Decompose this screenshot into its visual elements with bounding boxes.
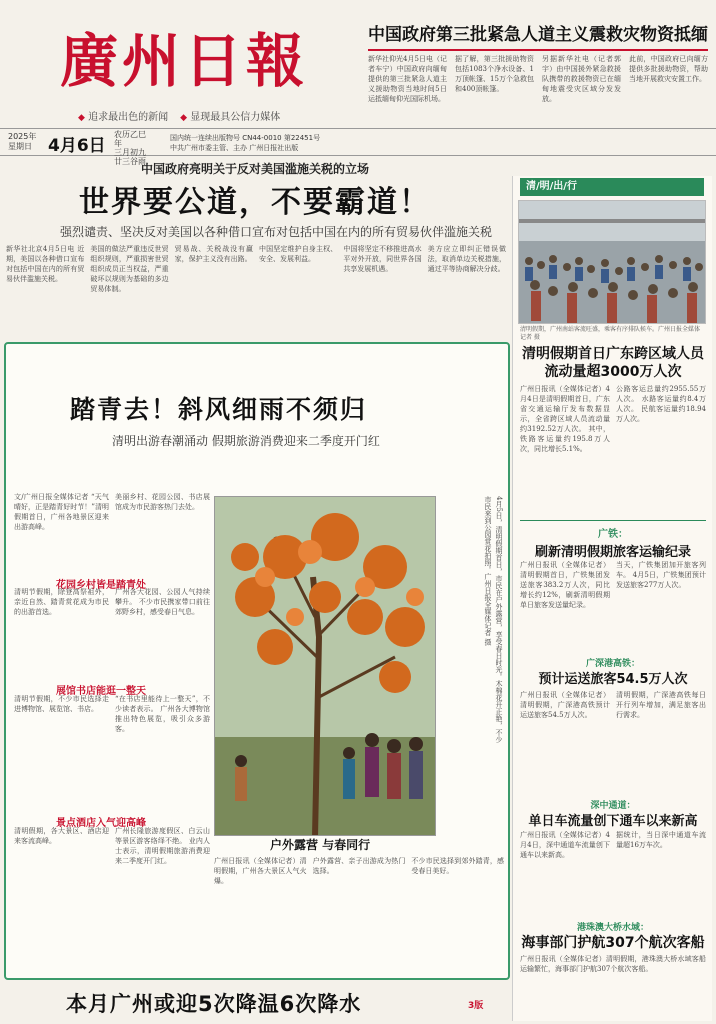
feature-para <box>115 587 210 673</box>
sidebar-headline-4[interactable]: 单日车流量创下通车以来新高 <box>528 814 698 829</box>
lead-para: 中国将坚定不移推进高水平对外开放，同世界各国共享发展机遇。 <box>343 245 422 273</box>
feature-para: 清明假期，各大景区、酒店迎来客流高峰。 <box>14 827 109 845</box>
date-weekday: 星期日 <box>8 142 32 151</box>
feature-para: 清明节假期，除登高祭祖外，亲近自然、踏青赏花成为市民的出游首选。 <box>14 588 109 616</box>
para-text: 水路客运量约8.4万人次。 <box>616 395 706 413</box>
lead-subtitle: 强烈谴责、坚决反对美国以各种借口宣布对包括中国在内的所有贸易伙伴滥施关税 <box>60 225 493 239</box>
sidebar-para <box>616 384 706 506</box>
sidebar-section-label: 广铁： <box>598 529 628 540</box>
feature-section-3: 景点酒店入气迎高峰 <box>56 818 146 829</box>
masthead-slogan <box>78 108 280 123</box>
para-text: “在书店里能待上一整天”，不少读者表示。 <box>115 695 210 713</box>
lead-para: 中国坚定维护自身主权、安全、发展利益。 <box>258 245 338 263</box>
para-text: 广州日报讯（全媒体记者）清明假期首日，广铁集团发送旅客383.2万人次，同比增长约12%，刷新清明假期单日旅客发送量纪录。 <box>520 561 610 609</box>
feature-section-2-body <box>14 694 210 804</box>
feature-para <box>14 492 109 572</box>
sidebar-body-3 <box>520 690 706 794</box>
kapok-camping-photo[interactable] <box>214 496 436 836</box>
para-text: 文/广州日报全媒体记者 <box>14 493 89 501</box>
lead-body <box>6 244 506 329</box>
lead-title[interactable]: 世界要公道，不要霸道！ <box>79 185 431 220</box>
para-text: 4月5日，广铁集团预计发送旅客277万人次。 <box>616 571 706 589</box>
sidebar-body-5 <box>520 954 706 1016</box>
para-text: 当天，广铁集团加开旅客列车。 <box>616 561 706 579</box>
feature-section-2: 展馆书店能逛一整天 <box>56 686 146 697</box>
feature-photo-caption: 户外露营 与春同行 <box>270 838 371 852</box>
para-text: 广州长隆旅游度假区、白云山等景区游客络绎不绝。 <box>115 827 210 845</box>
para-text: 其中，铁路客运量约195.8万人次，同比增长5.1%。 <box>520 425 610 453</box>
footer-headline[interactable]: 本月广州或迎5次降温6次降水 <box>66 992 362 1016</box>
date-main: 4月6日 <box>48 136 106 156</box>
lunar-line: 廿三谷雨 <box>114 157 146 166</box>
lead-para: 美国的做法严重违反世贸组织规则，严重损害世贸组织成员正当权益，严重破坏以规则为基础的多边贸易体制。 <box>90 245 169 293</box>
slogan-mark-icon: ◆ <box>78 113 85 123</box>
slogan-mark-icon: ◆ <box>180 113 188 123</box>
lead-para: 贸易战、关税战没有赢家，保护主义没有出路。 <box>174 245 253 263</box>
para-text: 公路客运总量约2955.55万人次。 <box>616 385 706 403</box>
para-text: 广州日报讯（全媒体记者）4月4日是清明假期首日，广东省交通运输厅发布数据显示，全省跨区域人员流动量约3192.52万人次。 <box>520 385 610 433</box>
sidebar-headline-5[interactable]: 海事部门护航307个航次客船 <box>521 935 705 951</box>
para-text: 民航客运量约18.94万人次。 <box>616 405 706 423</box>
lunar-line: 三月初九 <box>114 148 146 157</box>
feature-subtitle: 清明出游春潮涌动 假期旅游消费迎来二季度开门红 <box>112 434 380 448</box>
feature-para: 广州日报讯（全媒体记者）清明假期，广州各大景区人气火爆。 <box>214 857 307 885</box>
feature-para <box>115 694 210 804</box>
para-text: 不少市民携家带口前往郊野乡村，感受春日气息。 <box>115 598 210 616</box>
top-story-body <box>368 54 708 134</box>
sidebar-body-4 <box>520 830 706 918</box>
dateline-bar <box>0 128 716 156</box>
feature-section-3-body <box>14 826 210 976</box>
lead-kicker: 中国政府亮明关于反对美国滥施关税的立场 <box>140 162 369 176</box>
masthead-title: 廣州日報 <box>60 27 309 95</box>
sidebar-section-label: 深中通道： <box>590 801 636 811</box>
lead-para: 美方应立即纠正错误做法，取消单边关税措施，通过平等协商解决分歧。 <box>427 245 506 273</box>
feature-para <box>115 826 210 976</box>
top-story-para: 新华社仰光4月5日电（记者车宁）中国政府向缅甸提供的第三批紧急人道主义援助物资当地时间5日运抵缅甸仰光国际机场。 <box>368 55 447 103</box>
footer-page-ref[interactable]: 3版 <box>468 1001 484 1011</box>
feature-bottom-body <box>214 856 504 976</box>
sidebar-headline-2[interactable] <box>520 520 706 560</box>
sidebar-section-label: 广深港高铁： <box>585 659 640 669</box>
sidebar-para <box>520 384 610 506</box>
feature-section-1: 花园乡村皆是踏青处 <box>56 580 146 591</box>
sidebar-para: 清明假期，广深港高铁每日开行列车增加，满足旅客出行需求。 <box>616 691 706 719</box>
feature-para: 美丽乡村、花园公园、书店展馆成为市民游客热门去处。 <box>115 493 210 511</box>
date-year <box>8 132 36 152</box>
para-text: 业内人士表示，清明假期旅游消费迎来二季度开门红。 <box>115 837 210 865</box>
feature-intro <box>14 492 210 572</box>
feature-vertical-caption: 4月5日，清明假期首日，市民在户外露营，享受春日时光。木棉花开正艳，不少市民来到公园赏花拍照。广州日报全媒体记者 摄 <box>484 496 503 743</box>
sidebar-para: 广州日报讯（全媒体记者）清明假期，港珠澳大桥水域客船运输繁忙，海事部门护航307个航次客船。 <box>520 955 706 973</box>
feature-section-1-body <box>14 587 210 673</box>
pub-info-line: 中共广州市委主管、主办 广州日报社出版 <box>170 144 299 152</box>
date-year-text: 2025年 <box>8 132 37 141</box>
feature-para: 户外露营、亲子出游成为热门选择。 <box>312 857 406 875</box>
top-story-para: 此前，中国政府已向缅方提供多批援助物资，帮助当地开展救灾安置工作。 <box>629 55 708 83</box>
para-text: 广州各大花园、公园人气持续攀升。 <box>115 588 210 606</box>
pub-info-line: 国内统一连续出版物号 CN44-0010 第22451号 <box>170 134 321 142</box>
lead-para: 新华社北京4月5日电 近期，美国以各种借口宣布对包括中国在内的所有贸易伙伴滥施关税。 <box>6 245 85 283</box>
station-crowd-photo[interactable] <box>518 200 706 324</box>
para-text: “天气晴好，正是踏青好时节！”清明假期首日，广州各地景区迎来出游高峰。 <box>14 493 109 531</box>
sidebar-section-label: 港珠澳大桥水域： <box>576 923 649 933</box>
sidebar-photo-caption: 清明假期，广州南站客流旺盛，乘客有序排队候车。广州日报全媒体记者 摄 <box>520 326 701 341</box>
sidebar-para: 广州日报讯（全媒体记者）4月4日，深中通道车流量创下通车以来新高。 <box>520 831 610 859</box>
top-story-para: 据了解，第三批援助物资包括1083个净水设备、1万顶帐篷、15万个急救包和400顶帐篷。 <box>455 55 534 93</box>
sidebar-body-1 <box>520 384 706 506</box>
slogan-line-2: 显现最具公信力媒体 <box>190 112 281 123</box>
sidebar-headline-2-text: 刷新清明假期旅客运输纪录 <box>534 545 691 560</box>
sidebar-section-qingming: 清/明/出/行 <box>520 178 704 196</box>
top-story-headline[interactable]: 中国政府第三批紧急人道主义震救灾物资抵缅 <box>368 20 708 51</box>
publication-info <box>170 133 320 153</box>
sidebar-para: 广州日报讯（全媒体记者）清明假期，广深港高铁预计运送旅客54.5万人次。 <box>520 691 610 719</box>
feature-title[interactable]: 踏青去！斜风细雨不须归 <box>70 395 368 424</box>
feature-para: 不少市民选择到郊外踏青，感受春日美好。 <box>411 857 505 875</box>
lunar-line: 农历乙巳年 <box>114 130 146 148</box>
para-text: 广州各大博物馆推出特色展览，吸引众多游客。 <box>115 705 210 733</box>
sidebar-headline-1[interactable]: 清明假期首日广东跨区域人员流动量超3000万人次 <box>522 346 704 380</box>
slogan-line-1: 追求最出色的新闻 <box>88 112 169 123</box>
feature-para: 清明节假期，不少市民选择走进博物馆、展览馆、书店。 <box>14 695 109 713</box>
sidebar-para: 据统计，当日深中通道车流量超16万车次。 <box>616 831 706 849</box>
top-story-para: 另据新华社电（记者郭宇）由中国援外紧急救援队携带的救援物资已在缅甸地震受灾区域分发发放。 <box>542 55 621 103</box>
sidebar-headline-3[interactable]: 预计运送旅客54.5万人次 <box>538 672 688 687</box>
